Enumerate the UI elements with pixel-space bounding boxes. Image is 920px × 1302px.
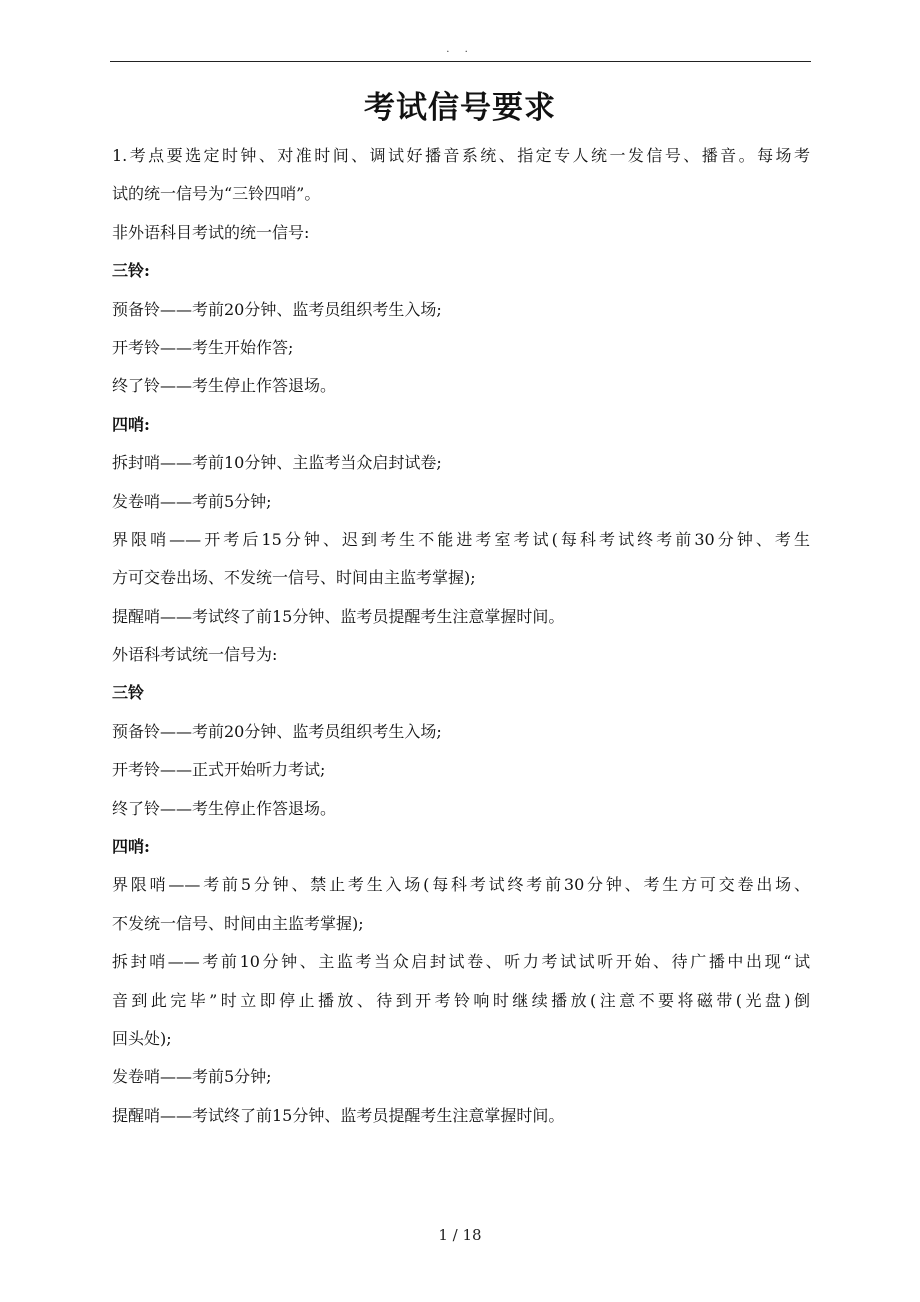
page-number: 1 / 18 [438,1226,482,1244]
text-line: 开考铃——正式开始听力考试; [112,760,326,780]
text-line: 外语科考试统一信号为: [112,645,278,665]
section-heading: 三铃 [112,683,145,703]
text-line: 试的统一信号为“三铃四哨”。 [112,184,321,204]
text-line: 非外语科目考试的统一信号: [112,222,310,242]
text-line: 方可交卷出场、不发统一信号、时间由主监考掌握); [112,568,476,588]
text-line: 提醒哨——考试终了前15分钟、监考员提醒考生注意掌握时间。 [112,606,565,626]
text-line: 拆封哨——考前10分钟、主监考当众启封试卷、听力考试试听开始、待广播中出现“试 [112,952,810,972]
text-line: 不发统一信号、时间由主监考掌握); [112,913,364,933]
section-heading: 三铃: [112,261,150,281]
text-line: 界限哨——考前5分钟、禁止考生入场(每科考试终考前30分钟、考生方可交卷出场、 [112,875,810,895]
text-line: 提醒哨——考试终了前15分钟、监考员提醒考生注意掌握时间。 [112,1105,565,1125]
text-line: 开考铃——考生开始作答; [112,337,294,357]
header-mark: . . [446,44,474,55]
text-line: 回头处); [112,1028,172,1048]
document-body [112,137,810,1135]
header-rule [110,61,811,62]
page-title: 考试信号要求 [364,90,556,126]
text-line: 终了铃——考生停止作答退场。 [112,798,337,818]
text-line: 发卷哨——考前5分钟; [112,1067,272,1087]
text-line: 预备铃——考前20分钟、监考员组织考生入场; [112,721,442,741]
section-heading: 四哨: [112,837,150,857]
text-line: 发卷哨——考前5分钟; [112,491,272,511]
text-line: 音到此完毕”时立即停止播放、待到开考铃响时继续播放(注意不要将磁带(光盘)倒 [112,990,810,1010]
text-line: 1.考点要选定时钟、对准时间、调试好播音系统、指定专人统一发信号、播音。每场考 [112,146,810,165]
text-line: 终了铃——考生停止作答退场。 [112,376,337,396]
text-line: 预备铃——考前20分钟、监考员组织考生入场; [112,299,442,319]
text-line: 拆封哨——考前10分钟、主监考当众启封试卷; [112,453,442,473]
section-heading: 四哨: [112,414,150,434]
text-line: 界限哨——开考后15分钟、迟到考生不能进考室考试(每科考试终考前30分钟、考生 [112,529,810,549]
